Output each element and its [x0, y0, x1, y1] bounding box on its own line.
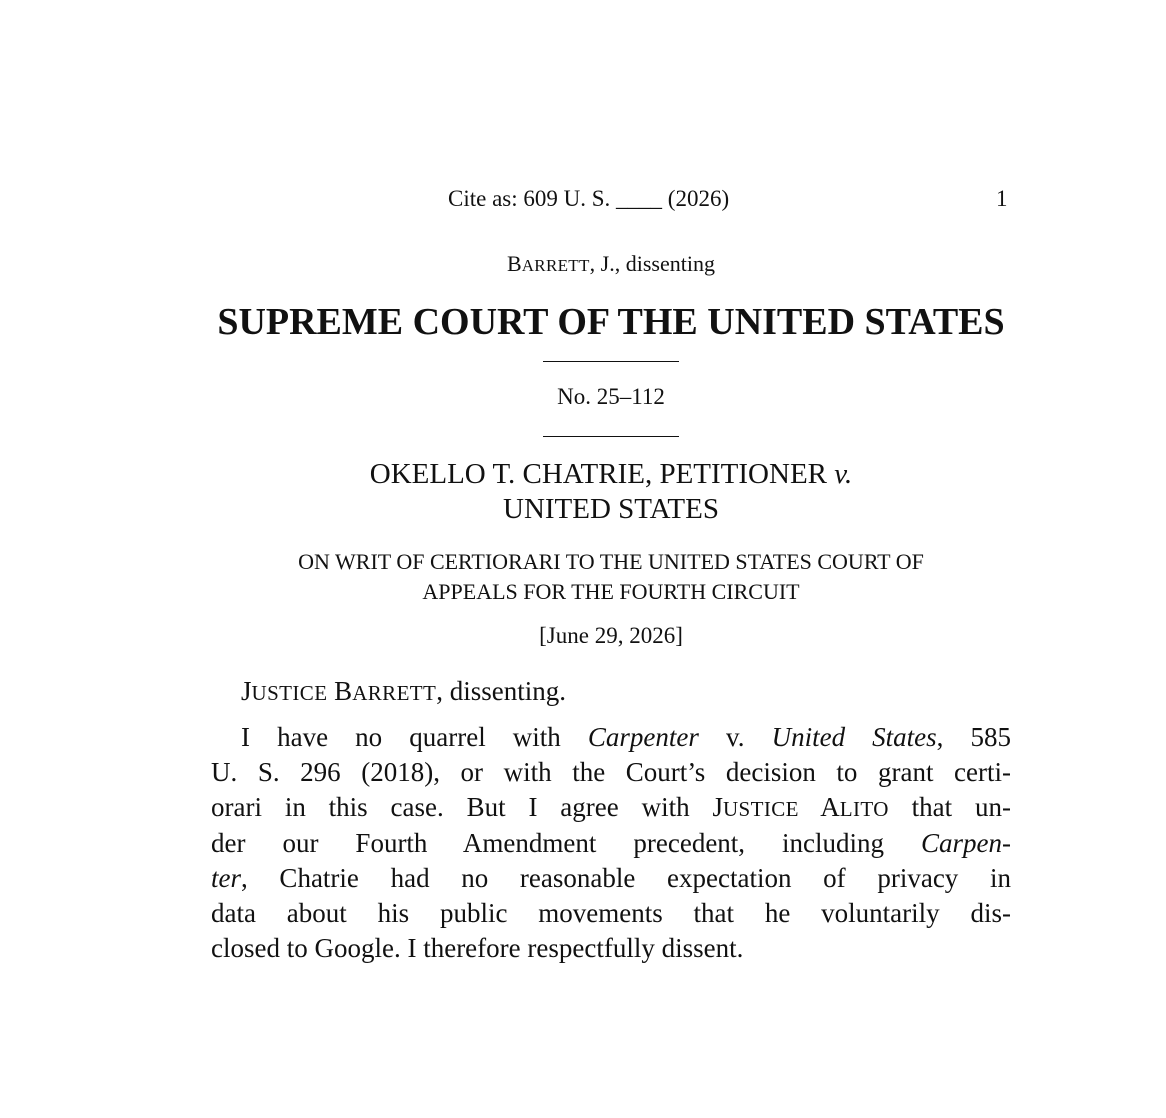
alito-initial: A [820, 792, 840, 823]
body-text-run: v. [698, 722, 772, 752]
page-number: 1 [996, 186, 1008, 211]
running-head-name: ARRETT [521, 256, 590, 275]
body-text-run: orari in this case. But I agree with [211, 792, 713, 823]
decision-date: [June 29, 2026] [539, 623, 683, 648]
opening-name-rest: ARRETT [352, 681, 437, 705]
parties-versus: v. [834, 458, 853, 490]
case-name-carpenter: Carpenter [587, 722, 699, 752]
opinion-opening [241, 676, 566, 707]
running-head [0, 251, 1166, 277]
citation-header: Cite as: 609 U. S. ____ (2026) [448, 186, 730, 211]
justice-initial: J [712, 792, 723, 823]
body-line-5 [211, 861, 1011, 896]
body-line-1 [211, 720, 1011, 755]
parties-line-2: UNITED STATES [503, 493, 719, 525]
running-head-suffix: , J., dissenting [589, 251, 715, 276]
parties-line-1 [0, 457, 1166, 492]
writ-description [0, 547, 1166, 607]
divider-rule-bottom [543, 436, 679, 437]
body-line-3 [211, 790, 1011, 825]
case-name-carpenter-hyphenated: Carpen- [921, 827, 1011, 858]
docket-number: No. 25–112 [557, 384, 665, 409]
court-name: SUPREME COURT OF THE UNITED STATES [217, 301, 1005, 343]
opening-name-initial: B [334, 676, 353, 706]
case-name-united-states: United States [771, 722, 937, 752]
case-parties [0, 457, 1166, 527]
justice-rest: USTICE [722, 797, 799, 822]
divider-rule-top [543, 361, 679, 362]
writ-line-1: ON WRIT OF CERTIORARI TO THE UNITED STATES COURT OF [298, 549, 924, 574]
opening-suffix: , dissenting. [436, 676, 567, 706]
body-line-2: U. S. 296 (2018), or with the Court’s decision to grant certi- [211, 757, 1011, 788]
case-name-carpenter-continued: ter [211, 862, 241, 893]
running-head-initial: B [507, 251, 522, 276]
alito-rest: LITO [839, 797, 889, 822]
body-line-7: closed to Google. I therefore respectfully dissent. [211, 933, 744, 964]
body-text-run: I have no quarrel with [241, 722, 588, 752]
body-line-6: data about his public movements that he voluntarily dis- [211, 897, 1011, 928]
body-text-run: , 585 [936, 722, 1011, 752]
parties-petitioner: OKELLO T. CHATRIE, PETITIONER [369, 458, 835, 490]
writ-line-2: APPEALS FOR THE FOURTH CIRCUIT [422, 579, 800, 604]
opening-justice-rest: USTICE [251, 681, 328, 705]
opening-justice-initial: J [241, 676, 252, 706]
body-text-run: der our Fourth Amendment precedent, including [211, 827, 921, 858]
opinion-body [211, 720, 1011, 966]
body-line-4 [211, 826, 1011, 861]
body-text-run: , Chatrie had no reasonable expectation of privacy in [241, 862, 1011, 893]
body-text-run: that un- [888, 792, 1011, 823]
